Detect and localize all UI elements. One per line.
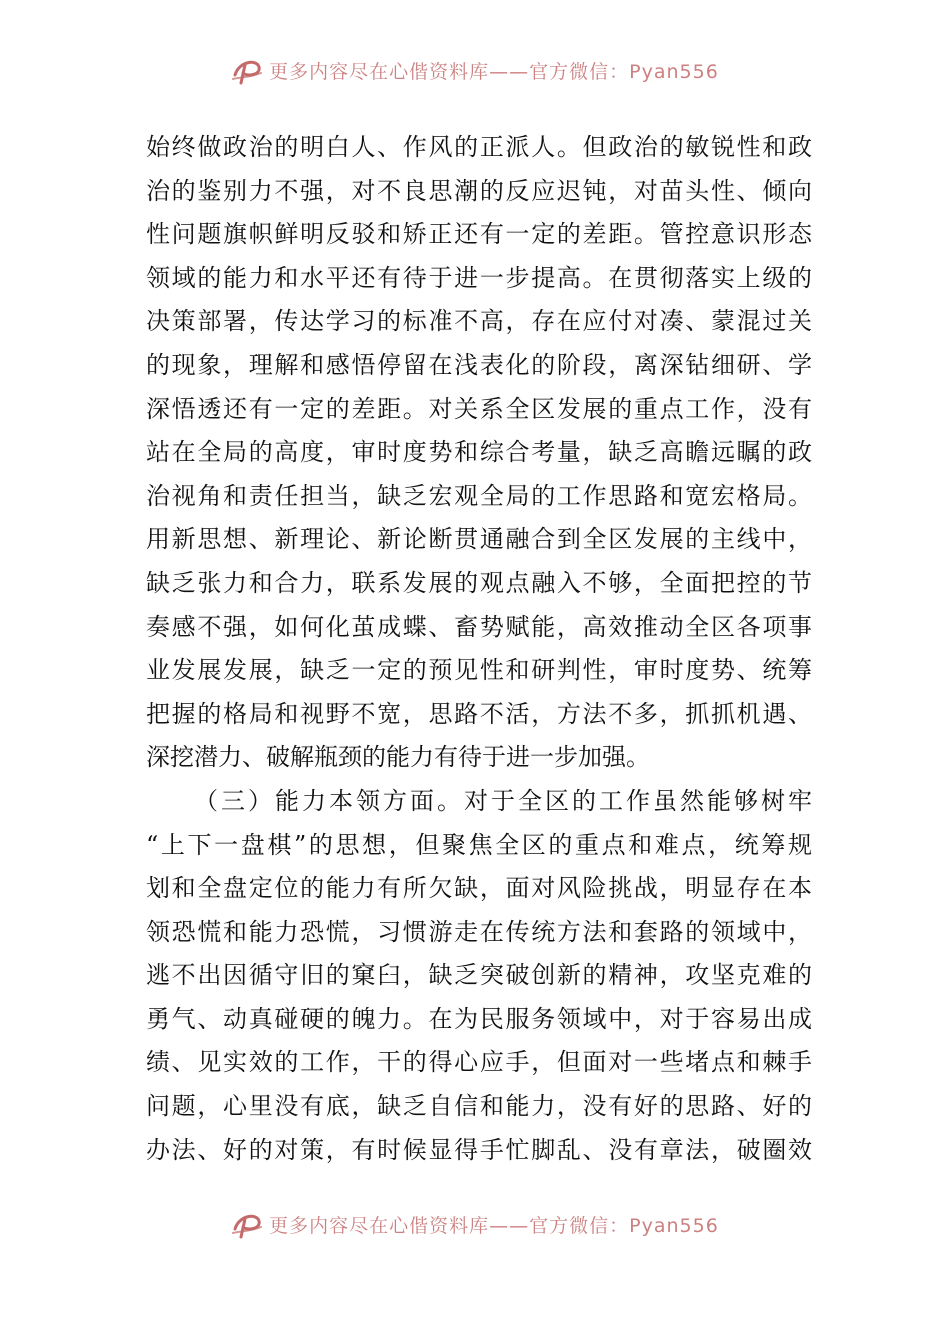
document-body — [146, 126, 812, 1172]
text-line: 领恐慌和能力恐慌，习惯游走在传统方法和套路的领域中， — [146, 917, 812, 946]
text-line: “上下一盘棋”的思想，但聚焦全区的重点和难点，统筹规 — [146, 830, 812, 859]
text-line: 把握的格局和视野不宽，思路不活，方法不多，抓抓机遇、 — [146, 699, 812, 728]
footer-watermark — [0, 1204, 950, 1244]
stylized-p-logo-icon — [231, 1209, 265, 1239]
text-line: 始终做政治的明白人、作风的正派人。但政治的敏锐性和政 — [146, 133, 812, 161]
text-line: 缺乏张力和合力，联系发展的观点融入不够，全面把控的节 — [146, 568, 812, 597]
text-line: 奏感不强，如何化茧成蝶、畜势赋能，高效推动全区各项事 — [146, 612, 812, 641]
text-line: 办法、好的对策，有时候显得手忙脚乱、没有章法，破圈效 — [146, 1135, 812, 1164]
text-line: 治的鉴别力不强，对不良思潮的反应迟钝，对苗头性、倾向 — [146, 176, 812, 205]
section-heading-line: （三）能力本领方面。对于全区的工作虽然能够树牢 — [194, 786, 812, 815]
text-line: 决策部署，传达学习的标准不高，存在应付对凑、蒙混过关 — [146, 307, 812, 336]
text-line: 问题，心里没有底，缺乏自信和能力，没有好的思路、好的 — [146, 1092, 812, 1121]
text-line: 划和全盘定位的能力有所欠缺，面对风险挑战，明显存在本 — [146, 874, 812, 903]
stylized-p-logo-icon — [231, 55, 265, 85]
text-line: 深悟透还有一定的差距。对关系全区发展的重点工作，没有 — [146, 394, 812, 423]
text-line: 逃不出因循守旧的窠臼，缺乏突破创新的精神，攻坚克难的 — [146, 961, 812, 990]
watermark-text: 更多内容尽在心偕资料库——官方微信：Pyan556 — [269, 1214, 719, 1237]
text-line: 的现象，理解和感悟停留在浅表化的阶段，离深钻细研、学 — [146, 350, 812, 379]
text-line: 绩、见实效的工作，干的得心应手，但面对一些堵点和棘手 — [146, 1048, 812, 1077]
text-line: 勇气、动真碰硬的魄力。在为民服务领域中，对于容易出成 — [146, 1004, 812, 1033]
text-line: 治视角和责任担当，缺乏宏观全局的工作思路和宽宏格局。 — [146, 481, 812, 510]
header-watermark — [0, 50, 950, 90]
text-line: 站在全局的高度，审时度势和综合考量，缺乏高瞻远瞩的政 — [146, 438, 812, 467]
text-line: 深挖潜力、破解瓶颈的能力有待于进一步加强。 — [146, 743, 650, 772]
text-line: 用新思想、新理论、新论断贯通融合到全区发展的主线中， — [146, 525, 812, 554]
text-line: 性问题旗帜鲜明反驳和矫正还有一定的差距。管控意识形态 — [146, 220, 812, 249]
watermark-text: 更多内容尽在心偕资料库——官方微信：Pyan556 — [269, 60, 719, 83]
text-line: 领域的能力和水平还有待于进一步提高。在贯彻落实上级的 — [146, 263, 812, 292]
text-line: 业发展发展，缺乏一定的预见性和研判性，审时度势、统筹 — [146, 656, 812, 685]
